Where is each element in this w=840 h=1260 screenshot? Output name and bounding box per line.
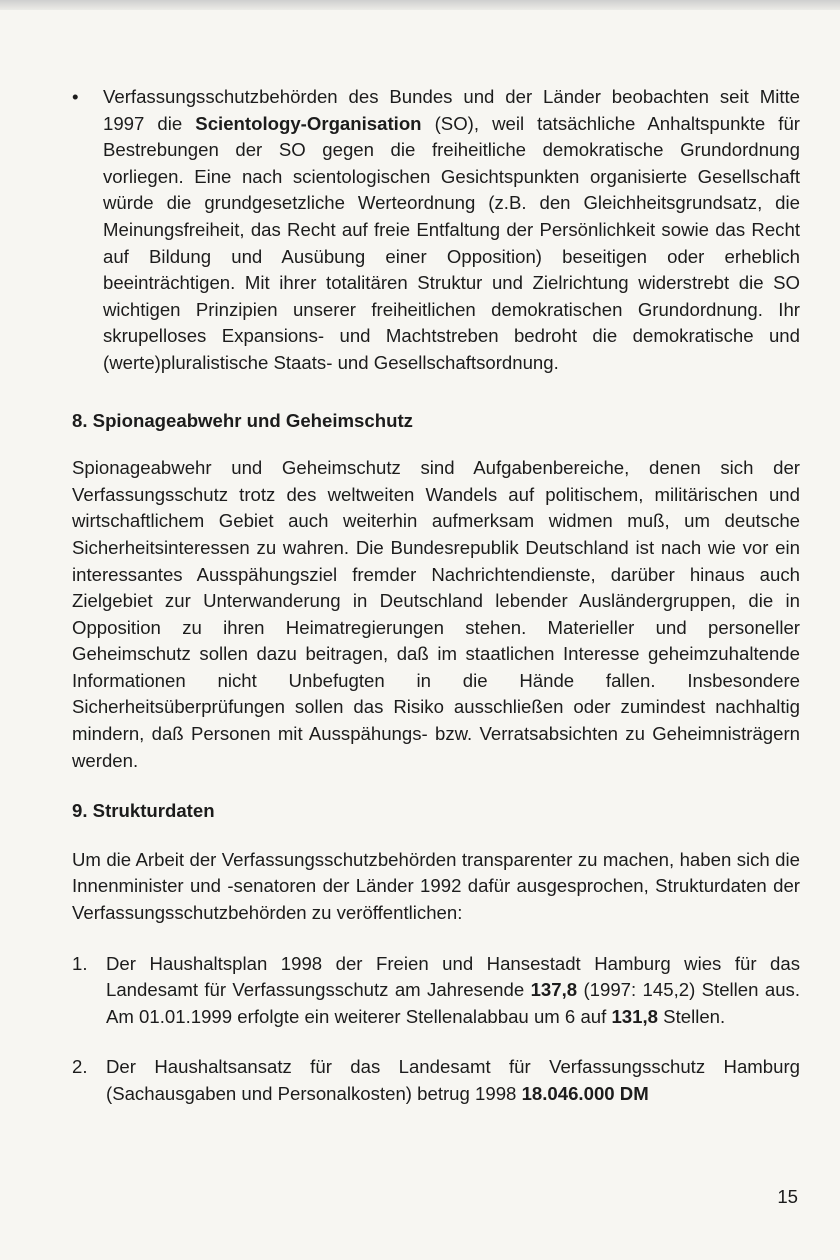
bullet-marker: • bbox=[72, 86, 79, 107]
list-number-1: 1. bbox=[72, 952, 88, 974]
document-page bbox=[72, 84, 800, 1108]
item2-text-1: Der Haushaltsansatz für das Landesamt für Verfassungsschutz Hamburg (Sachausgaben und Personalkosten) betrug 1998 bbox=[106, 1056, 800, 1104]
list-number-2: 2. bbox=[72, 1056, 88, 1078]
page-number: 15 bbox=[777, 1186, 798, 1207]
list-item-2 bbox=[72, 1054, 800, 1107]
section-9-heading: 9. Strukturdaten bbox=[72, 800, 215, 822]
section-8-heading: 8. Spionageabwehr und Geheimschutz bbox=[72, 409, 413, 431]
item1-text-3: Stellen. bbox=[658, 1005, 726, 1027]
item1-bold-1: 137,8 bbox=[530, 979, 578, 1001]
list-item-1 bbox=[72, 951, 800, 1031]
item1-bold-2: 131,8 bbox=[611, 1005, 658, 1027]
section-8-paragraph: Spionageabwehr und Geheimschutz sind Aufgabenbereiche, denen sich der Verfassungsschutz trotz des weltweiten Wandels auf politischem, militärischen und wirtschaftlichem Gebiet auch weiterhin aufmerksam widmen muß, um deutsche Sicherheitsinteressen zu wahren. Die Bundesrepublik Deutschland ist nach wie vor ein interessantes Ausspähungsziel fremder Nachrichtendienste, darüber hinaus auch Zielgebiet zur Unterwanderung in Deutschland lebender Ausländergruppen, die in Opposition zu ihren Heimatregierungen stehen. Materieller und personeller Geheimschutz sollen dazu beitragen, daß im staatlichen Interesse geheimzuhaltende Informationen nicht Unbefugten in die Hände fallen. Insbesondere Sicherheitsüberprüfungen sollen das Risiko ausschließen oder zumindest nachhaltig mindern, daß Personen mit Ausspähungs- bzw. Verratsabsichten zu Geheimnisträgern werden. bbox=[72, 457, 800, 771]
item1-text-2: (1997: 145,2) Stellen aus. Am 01.01.1999 erfolgte ein weiterer Stellenalabbau um 6 auf bbox=[106, 979, 800, 1027]
bullet-bold-term: Scientology-Organisation bbox=[195, 112, 422, 134]
section-9-intro: Um die Arbeit der Verfassungsschutzbehörden transparenter zu machen, haben sich die Innenminister und -senatoren der Länder 1992 dafür ausgesprochen, Strukturdaten der Verfassungsschutzbehörden zu veröffentlichen: bbox=[72, 848, 800, 924]
item2-bold-1: 18.046.000 DM bbox=[521, 1083, 649, 1104]
scientology-bullet-paragraph bbox=[72, 84, 800, 377]
bullet-text-part1: Verfassungsschutzbehörden des Bundes und der Länder beobachten seit Mitte 1997 die bbox=[103, 86, 800, 134]
bullet-text-part2: (SO), weil tatsächliche Anhaltspunkte für Bestrebungen der SO gegen die freiheitliche demokratische Grundordnung vorliegen. Eine nach scientologischen Gesichtspunkten organisierte Gesellschaft würde die grundgesetzliche Werteordnung (z.B. den Gleichheitsgrundsatz, die Meinungsfreiheit, das Recht auf freie Entfaltung der Persönlichkeit sowie das Recht auf Bildung und Ausübung einer Opposition) beseitigen oder erheblich beeinträchtigen. Mit ihrer totalitären Struktur und Zielrichtung widerstrebt die SO wichtigen Prinzipien unserer freiheitlichen demokratischen Grundordnung. Ihr skrupelloses Expansions- und Machtstreben bedroht die demokratische und (werte)pluralistische Staats- und Gesellschaftsordnung. bbox=[103, 112, 800, 373]
scan-top-edge bbox=[0, 0, 840, 10]
item1-text-1: Der Haushaltsplan 1998 der Freien und Hansestadt Hamburg wies für das Landesamt für Verfassungsschutz am Jahresende bbox=[106, 952, 800, 1001]
